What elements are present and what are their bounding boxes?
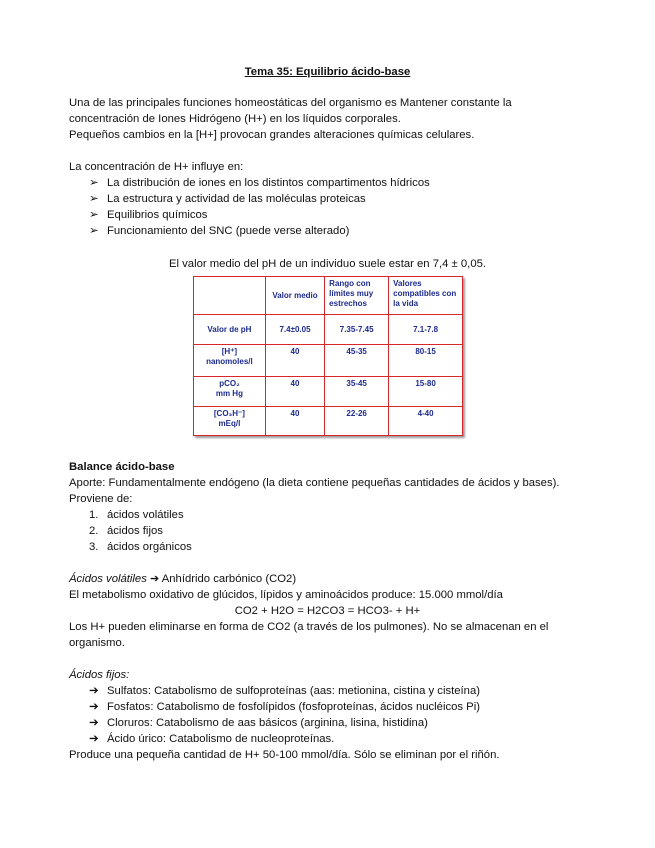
table-cell: 40	[265, 407, 324, 436]
intro-line-1: Una de las principales funciones homeostáticas del organismo es Mantener constante la	[69, 97, 512, 109]
ph-values-table	[193, 276, 463, 436]
volatiles-rest: Anhídrido carbónico (CO2)	[161, 573, 297, 585]
fijos-summary: Produce una pequeña cantidad de H+ 50-100 mmol/día. Sólo se eliminan por el riñón.	[69, 749, 500, 761]
fijos-heading: Ácidos fijos:	[69, 669, 130, 681]
table-row	[194, 345, 463, 377]
list-item: ➔ Cloruros: Catabolismo de aas básicos (arginina, lisina, histidina)	[89, 717, 428, 729]
list-item: ➢ Funcionamiento del SNC (puede verse alterado)	[89, 225, 350, 237]
table-cell: 45-35	[325, 345, 389, 377]
list-item: ➔ Sulfatos: Catabolismo de sulfoproteínas (aas: metionina, cistina y cisteína)	[89, 685, 480, 697]
volatiles-elim-2: organismo.	[69, 637, 125, 649]
table-header-row	[194, 277, 463, 315]
fijos-list	[89, 683, 480, 747]
arrow-right-icon: ➔	[150, 573, 160, 585]
table-cell: 40	[265, 345, 324, 377]
volatiles-heading	[69, 571, 296, 587]
list-item: ➢ La distribución de iones en los distintos compartimentos hídricos	[89, 177, 430, 189]
list-item: ➢ Equilibrios químicos	[89, 209, 208, 221]
table-row	[194, 407, 463, 436]
table-row	[194, 315, 463, 345]
arrowhead-bullet-icon: ➢	[89, 209, 99, 221]
page-title: Tema 35: Equilibrio ácido-base	[244, 66, 411, 78]
intro-line-3: Pequeños cambios en la [H+] provocan grandes alteraciones químicas celulares.	[69, 129, 475, 141]
balance-heading: Balance ácido-base	[69, 461, 175, 473]
table-header-cell: Valores compatibles con la vida	[389, 277, 463, 315]
table-cell: 7.35-7.45	[325, 315, 389, 345]
volatiles-metab: El metabolismo oxidativo de glúcidos, lípidos y aminoácidos produce: 15.000 mmol/día	[69, 589, 503, 601]
table-row	[194, 377, 463, 407]
list-number: 3.	[89, 541, 99, 553]
arrowhead-bullet-icon: ➢	[89, 193, 99, 205]
list-item: ➔ Fosfatos: Catabolismo de fosfolípidos (fosfoproteínas, ácidos nucléicos Pi)	[89, 701, 480, 713]
table-cell: 7.1-7.8	[389, 315, 463, 345]
table-row-label: pCO₂ mm Hg	[194, 377, 266, 407]
table-cell: 22-26	[325, 407, 389, 436]
list-number: 2.	[89, 525, 99, 537]
balance-aporte: Aporte: Fundamentalmente endógeno (la dieta contiene pequeñas cantidades de ácidos y bases).	[69, 477, 560, 489]
list-item: 2. ácidos fijos	[89, 525, 163, 537]
table-cell: 35-45	[325, 377, 389, 407]
table-header-cell	[194, 277, 266, 315]
arrowhead-bullet-icon: ➢	[89, 177, 99, 189]
arrow-right-icon: ➔	[89, 733, 99, 745]
table-cell: 80-15	[389, 345, 463, 377]
balance-proviene: Proviene de:	[69, 493, 133, 505]
table-cell: 7.4±0.05	[265, 315, 324, 345]
table-row-label: [CO₃H⁻] mEq/l	[194, 407, 266, 436]
table-cell: 40	[265, 377, 324, 407]
volatiles-equation: CO2 + H2O = H2CO3 = HCO3- + H+	[234, 605, 421, 617]
arrow-right-icon: ➔	[89, 685, 99, 697]
volatiles-elim-1: Los H+ pueden eliminarse en forma de CO2 (a través de los pulmones). No se almacenan en el	[69, 621, 549, 633]
arrow-right-icon: ➔	[89, 717, 99, 729]
volatiles-label: Ácidos volátiles	[69, 573, 147, 585]
table-row-label: [H⁺] nanomoles/l	[194, 345, 266, 377]
table-cell: 15-80	[389, 377, 463, 407]
balance-list	[89, 507, 192, 555]
table-row-label: Valor de pH	[194, 315, 266, 345]
list-item: 3. ácidos orgánicos	[89, 541, 192, 553]
table-header-cell: Valor medio	[265, 277, 324, 315]
list-number: 1.	[89, 509, 99, 521]
intro-line-2: concentración de Iones Hidrógeno (H+) en los líquidos corporales.	[69, 113, 401, 125]
ph-sentence: El valor medio del pH de un individuo suele estar en 7,4 ± 0,05.	[168, 258, 487, 270]
table-header-cell: Rango con límites muy estrechos	[325, 277, 389, 315]
influence-heading: La concentración de H+ influye en:	[69, 161, 244, 173]
arrowhead-bullet-icon: ➢	[89, 225, 99, 237]
list-item: 1. ácidos volátiles	[89, 509, 184, 521]
list-item: ➔ Ácido úrico: Catabolismo de nucleoproteínas.	[89, 733, 335, 745]
influence-list	[89, 175, 430, 239]
list-item: ➢ La estructura y actividad de las moléculas proteicas	[89, 193, 366, 205]
arrow-right-icon: ➔	[89, 701, 99, 713]
table-cell: 4-40	[389, 407, 463, 436]
